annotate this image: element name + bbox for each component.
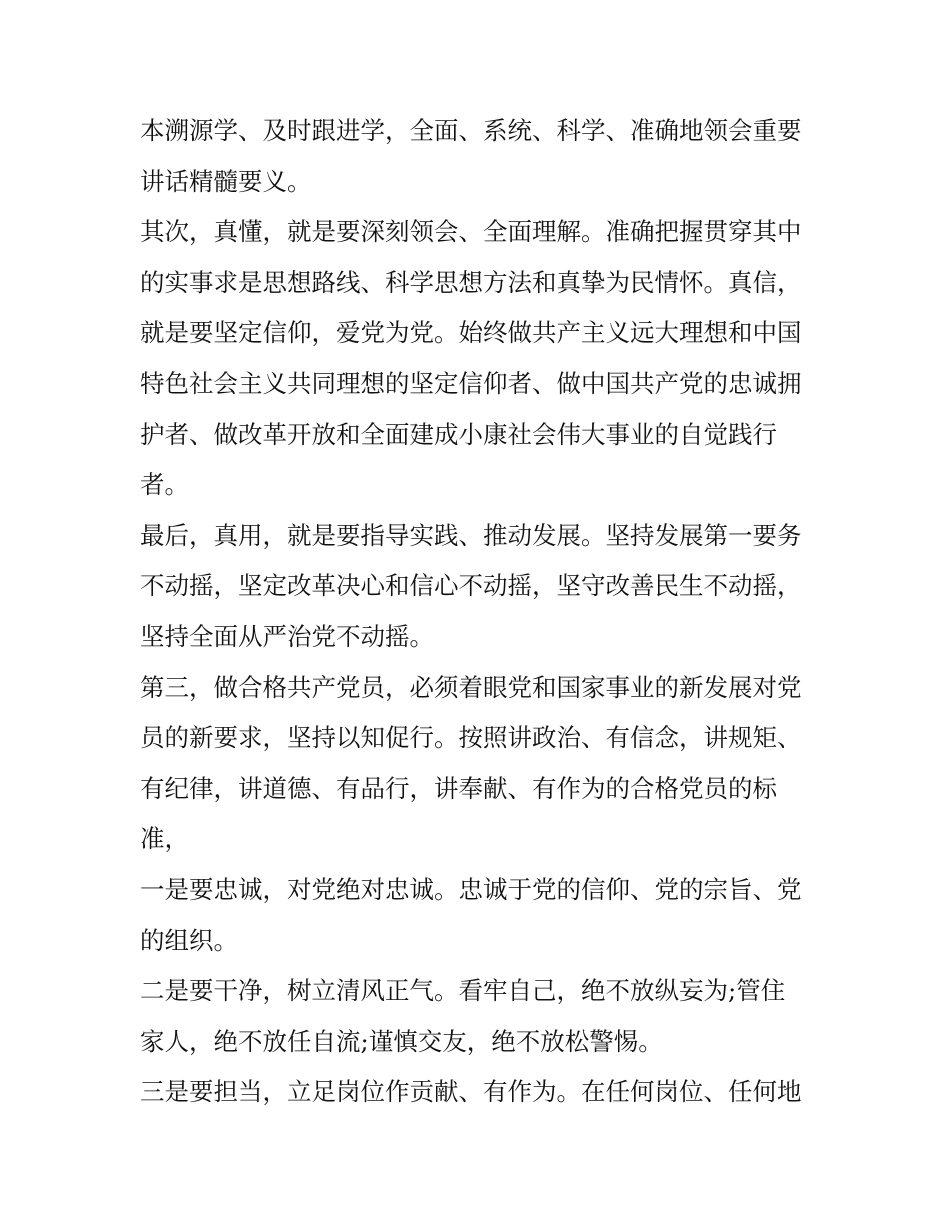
- text-line: 最后，真用，就是要指导实践、推动发展。坚持发展第一要务: [140, 520, 802, 550]
- text-line: 本溯源学、及时跟进学，全面、系统、科学、准确地领会重要: [140, 116, 802, 145]
- text-line: 员的新要求，坚持以知促行。按照讲政治、有信念，讲规矩、: [140, 723, 802, 753]
- text-line: 护者、做改革开放和全面建成小康社会伟大事业的自觉践行: [140, 419, 777, 449]
- text-line: 不动摇，坚定改革决心和信心不动摇，坚守改善民生不动摇，: [140, 571, 802, 601]
- text-line: 讲话精髓要义。: [140, 166, 312, 196]
- text-line: 家人，绝不放任自流;谨慎交友，绝不放松警惕。: [140, 1026, 663, 1056]
- text-line: 坚持全面从严治党不动摇。: [140, 621, 434, 651]
- text-line: 第三，做合格共产党员，必须着眼党和国家事业的新发展对党: [140, 672, 802, 702]
- text-line: 就是要坚定信仰，爱党为党。始终做共产主义远大理想和中国: [140, 318, 802, 348]
- text-line: 的组织。: [140, 925, 238, 955]
- text-line: 三是要担当，立足岗位作贡献、有作为。在任何岗位、任何地: [140, 1077, 802, 1107]
- text-line: 有纪律，讲道德、有品行，讲奉献、有作为的合格党员的标: [140, 773, 777, 803]
- text-line: 一是要忠诚，对党绝对忠诚。忠诚于党的信仰、党的宗旨、党: [140, 874, 802, 904]
- text-line: 二是要干净，树立清风正气。看牢自己，绝不放纵妄为;管住: [140, 976, 786, 1006]
- text-line: 特色社会主义共同理想的坚定信仰者、做中国共产党的忠诚拥: [140, 368, 802, 398]
- body-text: [140, 106, 820, 1118]
- text-line: 准，: [140, 824, 189, 854]
- text-line: 的实事求是思想路线、科学思想方法和真挚为民情怀。真信，: [140, 267, 802, 297]
- text-line: 其次，真懂，就是要深刻领会、全面理解。准确把握贯穿其中: [140, 217, 802, 247]
- text-line: 者。: [140, 470, 189, 500]
